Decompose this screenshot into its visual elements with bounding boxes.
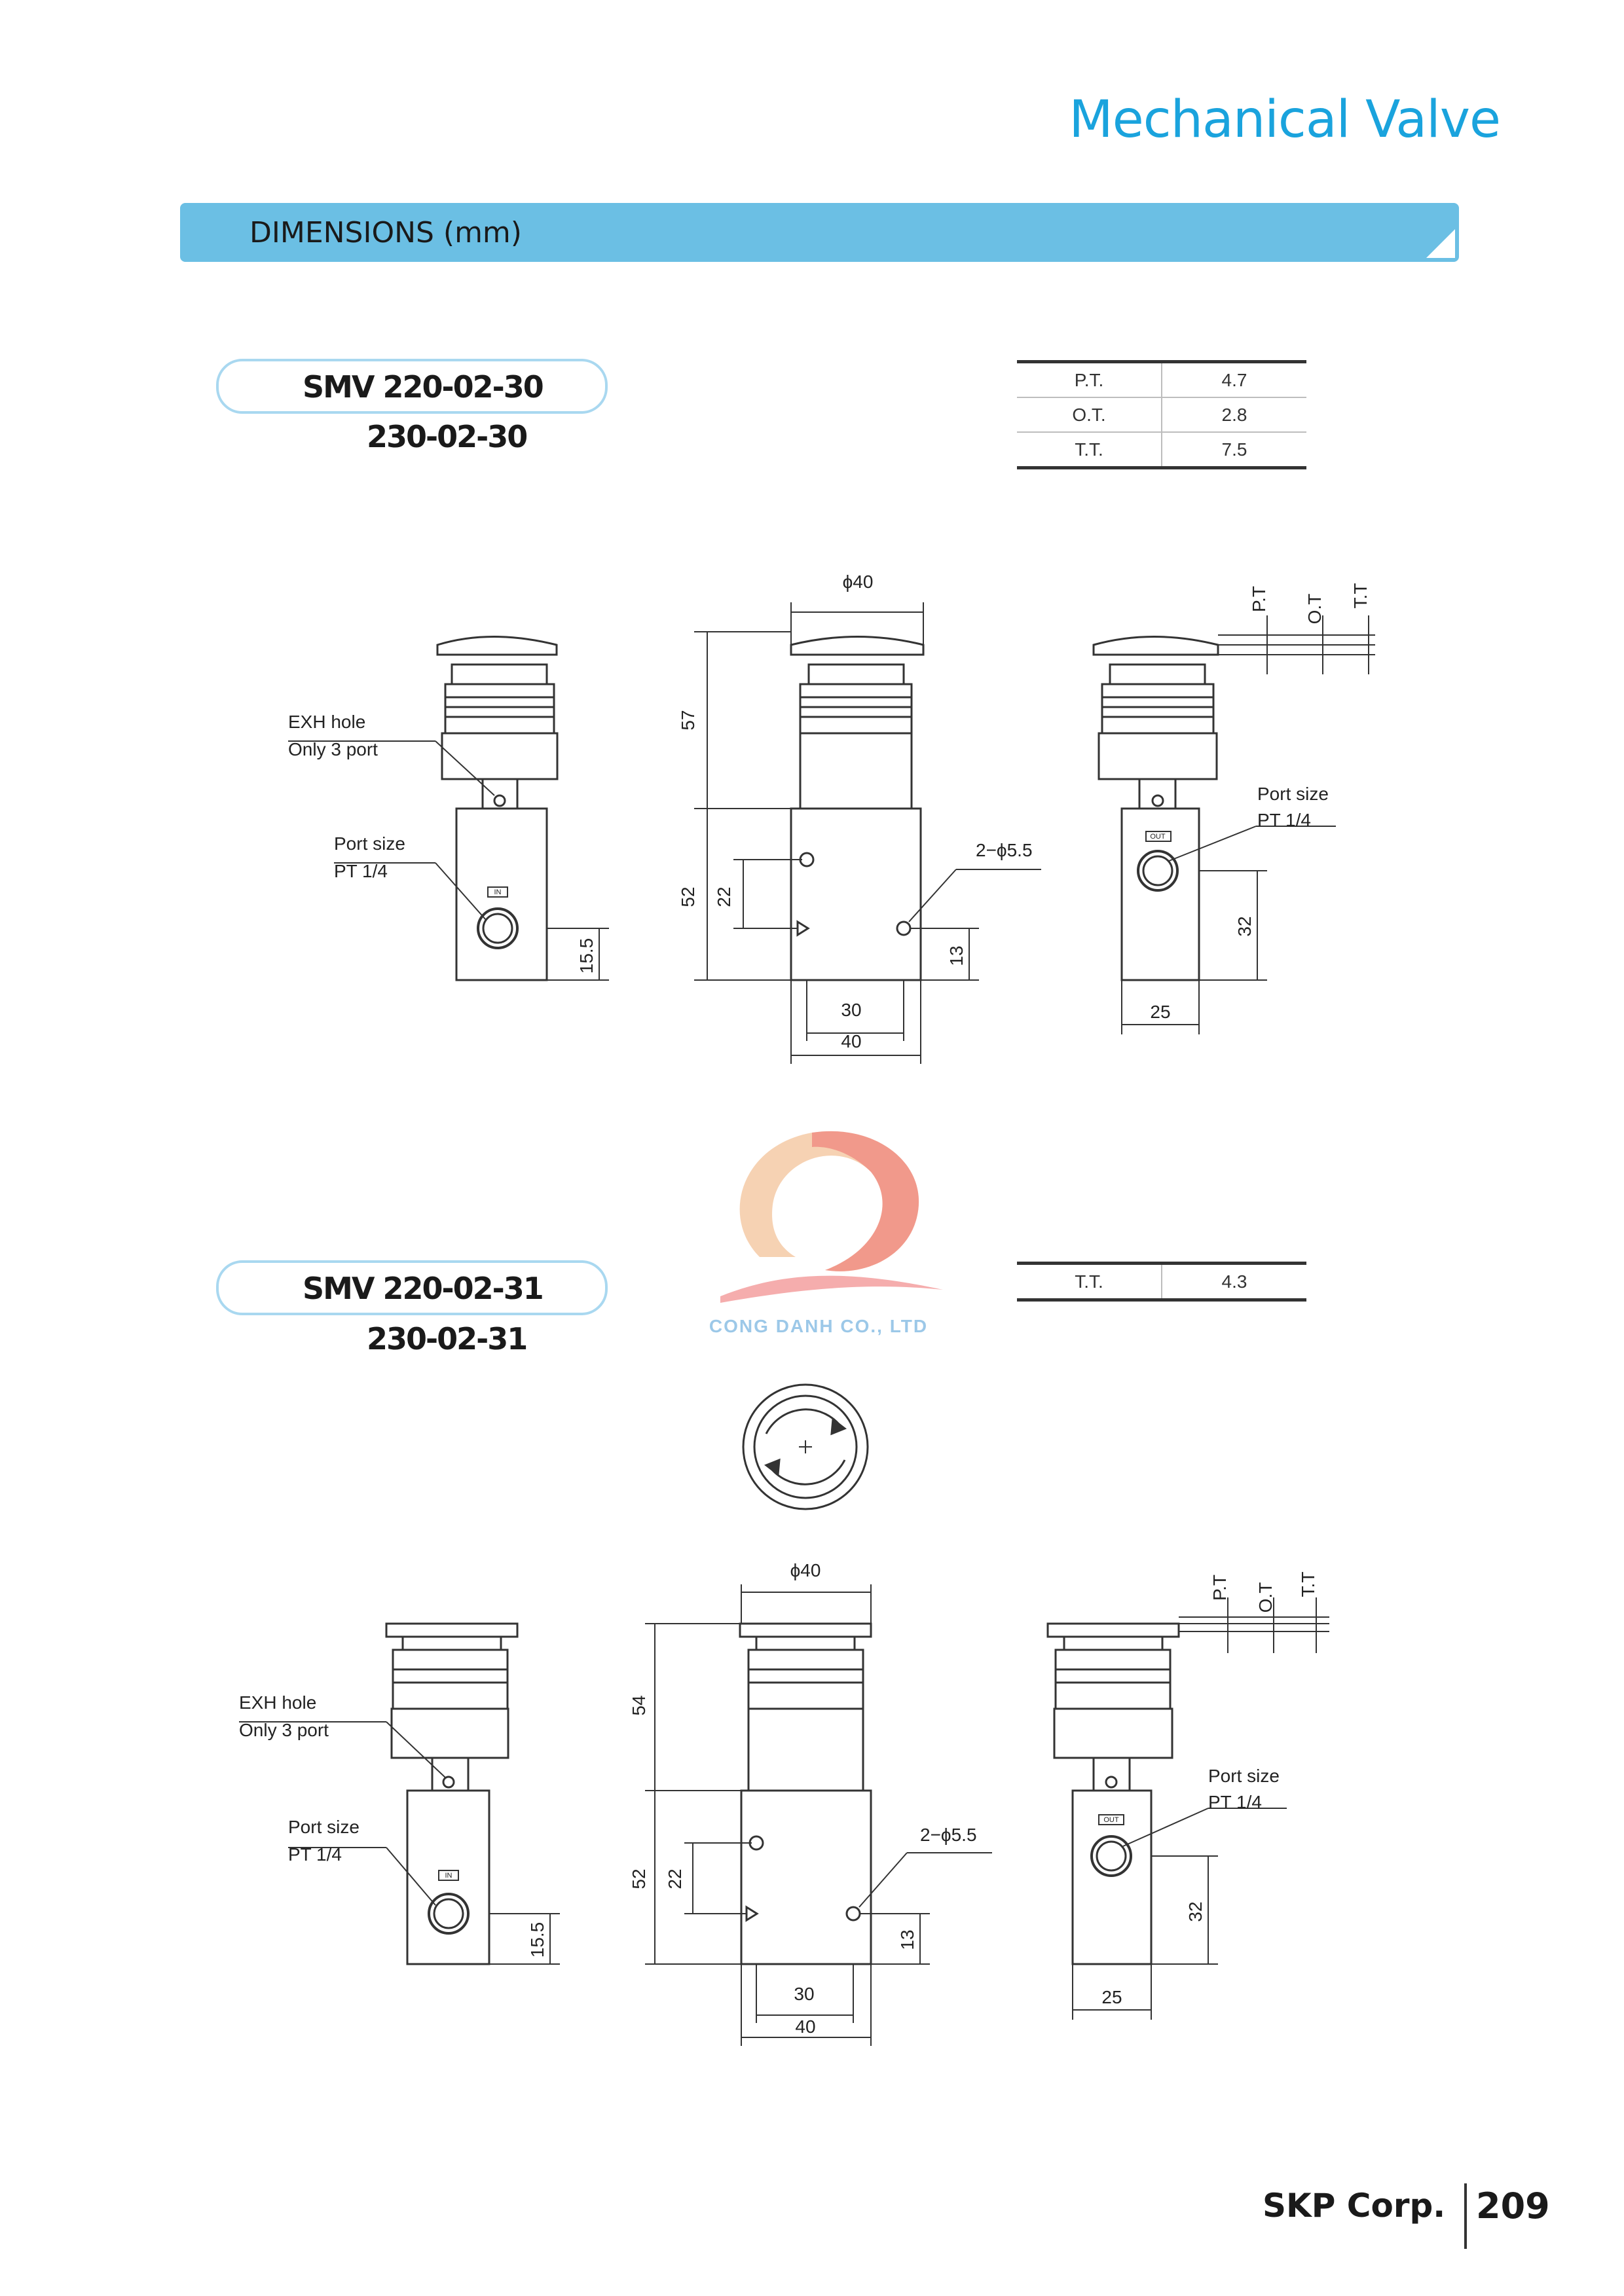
holes-label: 2−ϕ5.5: [976, 840, 1033, 860]
model-name-2: SMV 220-02-31: [303, 1271, 543, 1306]
dim-30: 30: [794, 1984, 815, 2004]
spec-value: 4.7: [1162, 362, 1306, 398]
port-size-label-right: Port size: [1208, 1766, 1280, 1786]
port-size-label: Port size: [334, 833, 405, 854]
dim-30: 30: [841, 1000, 862, 1020]
dim-40: 40: [795, 2016, 816, 2037]
dim-25: 25: [1150, 1002, 1171, 1022]
dim-57: 57: [678, 710, 698, 731]
dim-22: 22: [665, 1868, 685, 1889]
in-port-label: IN: [445, 1872, 452, 1880]
ot-label: O.T: [1304, 593, 1325, 625]
exh-hole-label: EXH hole: [288, 712, 366, 732]
spec-label: P.T.: [1017, 362, 1162, 398]
dim-13: 13: [946, 945, 967, 966]
only-3-port-label: Only 3 port: [288, 739, 378, 759]
diameter-label: ϕ40: [842, 572, 874, 592]
dim-32: 32: [1185, 1901, 1206, 1922]
port-thread-label: PT 1/4: [334, 861, 388, 881]
dim-40: 40: [841, 1031, 862, 1051]
dim-25: 25: [1101, 1987, 1122, 2007]
dim-22: 22: [714, 886, 734, 907]
model-alt-2: 230-02-31: [367, 1321, 527, 1357]
port-thread-label-right: PT 1/4: [1208, 1792, 1262, 1812]
holes-label: 2−ϕ5.5: [920, 1825, 977, 1845]
dim-15-5: 15.5: [527, 1922, 547, 1958]
drawing-set-1: [288, 602, 1375, 1064]
footer-company: SKP Corp.: [1263, 2187, 1446, 2225]
front-view-1: [694, 602, 1041, 1064]
footer-divider: [1464, 2183, 1467, 2249]
front-view-2: [645, 1584, 992, 2046]
dim-15-5: 15.5: [576, 938, 597, 974]
port-thread-label-right: PT 1/4: [1257, 810, 1311, 830]
watermark-text: CONG DANH CO., LTD: [709, 1316, 929, 1336]
page-number: 209: [1476, 2185, 1550, 2227]
dim-32: 32: [1234, 916, 1255, 937]
model-alt-1: 230-02-30: [367, 419, 527, 454]
left-view-2: [239, 1624, 560, 1964]
out-port-label: OUT: [1103, 1816, 1119, 1824]
page-title: Mechanical Valve: [1069, 90, 1500, 149]
port-thread-label: PT 1/4: [288, 1844, 342, 1865]
right-view-2: [1048, 1597, 1329, 2020]
ot-label: O.T: [1255, 1582, 1276, 1613]
dim-52: 52: [678, 886, 698, 907]
spec-value: 4.3: [1162, 1264, 1306, 1300]
tt-label: T.T: [1298, 1571, 1318, 1597]
spec-label: T.T.: [1017, 432, 1162, 468]
drawing-set-2: [239, 1385, 1329, 2046]
port-size-label: Port size: [288, 1817, 360, 1837]
dim-52: 52: [629, 1868, 649, 1889]
only-3-port-label: Only 3 port: [239, 1720, 329, 1740]
right-view-1: [1094, 615, 1375, 1034]
in-port-label: IN: [494, 888, 502, 896]
dim-54: 54: [629, 1695, 649, 1716]
port-size-label-right: Port size: [1257, 784, 1329, 804]
spec-label: T.T.: [1017, 1264, 1162, 1300]
diameter-label: ϕ40: [790, 1560, 821, 1580]
model-name-1: SMV 220-02-30: [303, 369, 543, 405]
pt-label: P.T: [1249, 586, 1269, 612]
pt-label: P.T: [1209, 1575, 1230, 1601]
left-view-1: [288, 637, 609, 981]
spec-label: O.T.: [1017, 397, 1162, 432]
spec-value: 2.8: [1162, 397, 1306, 432]
dim-13: 13: [897, 1929, 917, 1950]
exh-hole-label: EXH hole: [239, 1692, 317, 1713]
out-port-label: OUT: [1150, 833, 1166, 841]
tt-label: T.T: [1350, 583, 1371, 609]
spec-value: 7.5: [1162, 432, 1306, 468]
top-view-cap: [743, 1385, 868, 1509]
section-title: DIMENSIONS (mm): [249, 216, 522, 249]
